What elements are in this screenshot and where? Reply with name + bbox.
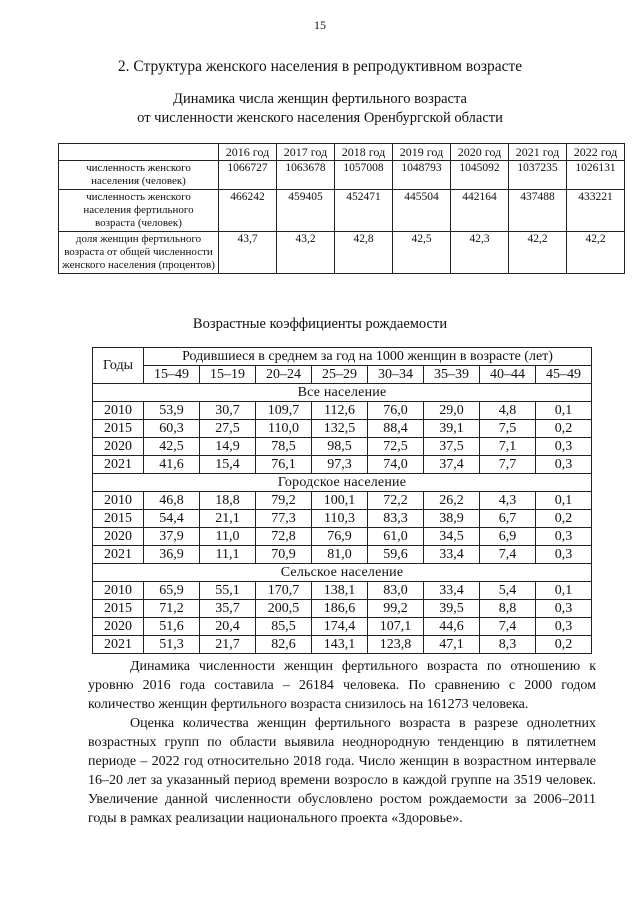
table2-cell: 39,1 [424, 420, 480, 438]
table2-cell: 65,9 [144, 582, 200, 600]
table1-cell: 459405 [277, 190, 335, 232]
table2-cell: 26,2 [424, 492, 480, 510]
table2-cell: 0,3 [536, 600, 592, 618]
table2-cell: 30,7 [200, 402, 256, 420]
table2-cell: 34,5 [424, 528, 480, 546]
table2-row [93, 618, 592, 636]
table2-cell: 54,4 [144, 510, 200, 528]
table1-title-line2: от численности женского населения Оренбургской области [137, 110, 503, 126]
table1-cell: 42,2 [567, 232, 625, 274]
table2-year-cell: 2020 [93, 438, 144, 456]
table2-age-header: 15–19 [200, 366, 256, 384]
table1-cell: 442164 [451, 190, 509, 232]
table2-cell: 0,3 [536, 438, 592, 456]
table1-year-header: 2019 год [393, 144, 451, 161]
table1-row-label: численность женского населения (человек) [59, 161, 219, 190]
table2-section-row [93, 564, 592, 582]
table1-cell: 42,2 [509, 232, 567, 274]
table1-title [0, 90, 640, 128]
table2-year-cell: 2020 [93, 528, 144, 546]
table2-cell: 76,0 [368, 402, 424, 420]
table2-row [93, 438, 592, 456]
table2-cell: 7,4 [480, 546, 536, 564]
table2-header-row [93, 348, 592, 366]
female-population-table [58, 143, 625, 274]
table2-age-header: 45–49 [536, 366, 592, 384]
table1-year-header: 2018 год [335, 144, 393, 161]
table2-cell: 60,3 [144, 420, 200, 438]
table2-section-title: Городское население [93, 474, 592, 492]
table2-age-header: 20–24 [256, 366, 312, 384]
table2-row [93, 546, 592, 564]
section-heading: 2. Структура женского населения в репродуктивном возрасте [117, 58, 523, 75]
table2-years-header: Годы [93, 348, 144, 384]
table1-cell: 445504 [393, 190, 451, 232]
table2-cell: 186,6 [312, 600, 368, 618]
table2-cell: 81,0 [312, 546, 368, 564]
table2-cell: 74,0 [368, 456, 424, 474]
table2-year-cell: 2010 [93, 402, 144, 420]
table1-cell: 1048793 [393, 161, 451, 190]
table2-row [93, 528, 592, 546]
table2-age-row [93, 366, 592, 384]
table2-cell: 107,1 [368, 618, 424, 636]
table2-cell: 0,2 [536, 510, 592, 528]
table2-row [93, 636, 592, 654]
table2-cell: 21,1 [200, 510, 256, 528]
table2-year-cell: 2021 [93, 546, 144, 564]
table2-cell: 38,9 [424, 510, 480, 528]
table1-cell: 1026131 [567, 161, 625, 190]
table2-cell: 112,6 [312, 402, 368, 420]
table2-cell: 100,1 [312, 492, 368, 510]
table2-year-cell: 2021 [93, 636, 144, 654]
table2-cell: 14,9 [200, 438, 256, 456]
table2-cell: 72,5 [368, 438, 424, 456]
table2-cell: 21,7 [200, 636, 256, 654]
table2-cell: 72,8 [256, 528, 312, 546]
table2-section-title: Все население [93, 384, 592, 402]
table2-cell: 0,2 [536, 636, 592, 654]
table2-row [93, 420, 592, 438]
table2-year-cell: 2020 [93, 618, 144, 636]
table2-cell: 5,4 [480, 582, 536, 600]
table2-year-cell: 2010 [93, 492, 144, 510]
table2-year-cell: 2010 [93, 582, 144, 600]
table2-row [93, 510, 592, 528]
table2-cell: 143,1 [312, 636, 368, 654]
table1-row [59, 190, 625, 232]
table2-cell: 11,1 [200, 546, 256, 564]
table2-cell: 44,6 [424, 618, 480, 636]
table1-cell: 43,2 [277, 232, 335, 274]
table2-cell: 123,8 [368, 636, 424, 654]
table2-cell: 41,6 [144, 456, 200, 474]
table2-cell: 33,4 [424, 582, 480, 600]
table2-row [93, 402, 592, 420]
table2-cell: 0,3 [536, 456, 592, 474]
table2-cell: 6,9 [480, 528, 536, 546]
table2-cell: 76,9 [312, 528, 368, 546]
table2-cell: 47,1 [424, 636, 480, 654]
table2-cell: 33,4 [424, 546, 480, 564]
table1-year-header: 2017 год [277, 144, 335, 161]
table2-age-header: 35–39 [424, 366, 480, 384]
table1-corner-cell [59, 144, 219, 161]
table2-cell: 27,5 [200, 420, 256, 438]
table2-cell: 4,8 [480, 402, 536, 420]
table2-cell: 51,3 [144, 636, 200, 654]
table2-cell: 61,0 [368, 528, 424, 546]
table2-cell: 110,0 [256, 420, 312, 438]
table2-cell: 79,2 [256, 492, 312, 510]
table2-row [93, 492, 592, 510]
table2-year-cell: 2021 [93, 456, 144, 474]
table2-cell: 77,3 [256, 510, 312, 528]
table2-cell: 55,1 [200, 582, 256, 600]
table2-year-cell: 2015 [93, 510, 144, 528]
table2-cell: 76,1 [256, 456, 312, 474]
table2-cell: 51,6 [144, 618, 200, 636]
table2-cell: 138,1 [312, 582, 368, 600]
table2-cell: 109,7 [256, 402, 312, 420]
table2-row [93, 582, 592, 600]
paragraph-2 [88, 714, 596, 828]
table2-cell: 37,4 [424, 456, 480, 474]
table2-group-header: Родившиеся в среднем за год на 1000 женщин в возрасте (лет) [144, 348, 592, 366]
table1-cell: 43,7 [219, 232, 277, 274]
table2-cell: 8,3 [480, 636, 536, 654]
table2-cell: 98,5 [312, 438, 368, 456]
table2-cell: 8,8 [480, 600, 536, 618]
table2-cell: 7,4 [480, 618, 536, 636]
table2-cell: 7,7 [480, 456, 536, 474]
table2-cell: 7,5 [480, 420, 536, 438]
table2-cell: 0,1 [536, 492, 592, 510]
table2-section-row [93, 384, 592, 402]
table2-age-header: 30–34 [368, 366, 424, 384]
table2-cell: 6,7 [480, 510, 536, 528]
table2-row [93, 600, 592, 618]
table1-year-header: 2022 год [567, 144, 625, 161]
table2-cell: 85,5 [256, 618, 312, 636]
table2-cell: 29,0 [424, 402, 480, 420]
table1-row [59, 232, 625, 274]
table1-title-line1: Динамика числа женщин фертильного возраста [173, 91, 467, 107]
table2-age-header: 40–44 [480, 366, 536, 384]
table2-cell: 70,9 [256, 546, 312, 564]
table2-cell: 0,3 [536, 546, 592, 564]
table2-cell: 0,1 [536, 402, 592, 420]
table1-header-row [59, 144, 625, 161]
table2-cell: 0,1 [536, 582, 592, 600]
table1-cell: 42,5 [393, 232, 451, 274]
table2-cell: 110,3 [312, 510, 368, 528]
table2-cell: 78,5 [256, 438, 312, 456]
table2-cell: 11,0 [200, 528, 256, 546]
table2-cell: 39,5 [424, 600, 480, 618]
table2-cell: 15,4 [200, 456, 256, 474]
table2-cell: 0,2 [536, 420, 592, 438]
table2-cell: 46,8 [144, 492, 200, 510]
table2-title: Возрастные коэффициенты рождаемости [192, 316, 448, 332]
table1-cell: 433221 [567, 190, 625, 232]
table2-cell: 20,4 [200, 618, 256, 636]
table2-cell: 174,4 [312, 618, 368, 636]
table2-cell: 99,2 [368, 600, 424, 618]
table2-cell: 82,6 [256, 636, 312, 654]
table2-cell: 132,5 [312, 420, 368, 438]
table2-cell: 83,3 [368, 510, 424, 528]
table1-cell: 437488 [509, 190, 567, 232]
table2-cell: 42,5 [144, 438, 200, 456]
table1-cell: 1066727 [219, 161, 277, 190]
paragraph-2-text: Оценка количества женщин фертильного возраста в разрезе однолетних возрастных групп по области выявила неоднородную тенденцию в пятилетнем периоде – 2022 год относительно 2018 года. Число женщин в возрастном интервале 16–20 лет за указанный период времени возросло в каждой группе на 3519 человек. Увеличение данной численности обусловлено ростом рождаемости за 2006–2011 годы в рамках реализации национального проекта «Здоровье». [88, 716, 596, 826]
table1-cell: 42,3 [451, 232, 509, 274]
table2-cell: 88,4 [368, 420, 424, 438]
page-number: 15 [314, 18, 326, 32]
table1-cell: 1063678 [277, 161, 335, 190]
table1-cell: 466242 [219, 190, 277, 232]
table2-cell: 37,9 [144, 528, 200, 546]
table2-cell: 72,2 [368, 492, 424, 510]
table2-cell: 35,7 [200, 600, 256, 618]
table2-cell: 37,5 [424, 438, 480, 456]
paragraph-1-text: Динамика численности женщин фертильного возраста по отношению к уровню 2016 года составила – 26184 человека. По сравнению с 2000 годом количество женщин фертильного возраста снизилось на 161273 человека. [88, 659, 596, 712]
paragraph-1 [88, 657, 596, 714]
table1-row-label: численность женского населения фертильного возраста (человек) [59, 190, 219, 232]
table1-row-label: доля женщин фертильного возраста от общей численности женского населения (процентов) [59, 232, 219, 274]
table2-cell: 4,3 [480, 492, 536, 510]
table2-age-header: 25–29 [312, 366, 368, 384]
table2-age-header: 15–49 [144, 366, 200, 384]
table2-cell: 0,3 [536, 528, 592, 546]
table1-cell: 1037235 [509, 161, 567, 190]
table2-cell: 200,5 [256, 600, 312, 618]
table2-cell: 0,3 [536, 618, 592, 636]
table1-cell: 42,8 [335, 232, 393, 274]
table2-cell: 53,9 [144, 402, 200, 420]
table2-year-cell: 2015 [93, 600, 144, 618]
fertility-rates-table [92, 347, 592, 654]
table2-cell: 59,6 [368, 546, 424, 564]
table2-row [93, 456, 592, 474]
table1-year-header: 2016 год [219, 144, 277, 161]
table1-year-header: 2021 год [509, 144, 567, 161]
table2-cell: 7,1 [480, 438, 536, 456]
table1-cell: 452471 [335, 190, 393, 232]
table2-cell: 71,2 [144, 600, 200, 618]
table2-cell: 83,0 [368, 582, 424, 600]
table1-row [59, 161, 625, 190]
table2-year-cell: 2015 [93, 420, 144, 438]
table2-cell: 18,8 [200, 492, 256, 510]
table2-cell: 97,3 [312, 456, 368, 474]
table2-section-row [93, 474, 592, 492]
table1-year-header: 2020 год [451, 144, 509, 161]
table2-cell: 36,9 [144, 546, 200, 564]
table2-section-title: Сельское население [93, 564, 592, 582]
table2-cell: 170,7 [256, 582, 312, 600]
table1-cell: 1057008 [335, 161, 393, 190]
table1-cell: 1045092 [451, 161, 509, 190]
